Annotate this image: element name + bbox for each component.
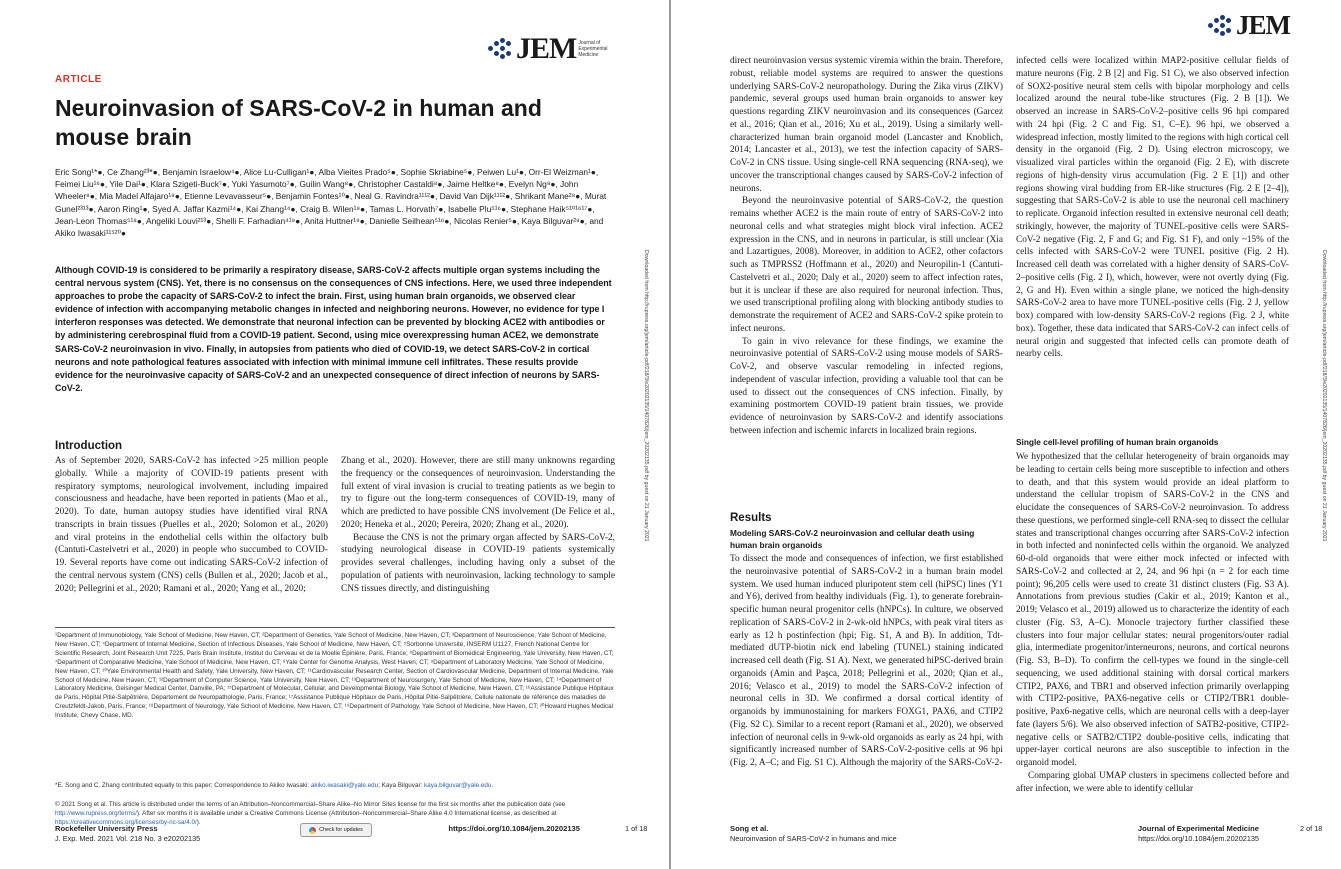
download-watermark: Downloaded from http://rupress.org/jem/article-pdf/218/3/e20202135/1407826/jem_20202135.pdf by guest on 21 January 2021 — [643, 250, 649, 542]
jem-logo-text: JEM — [516, 32, 577, 65]
check-for-updates-button[interactable]: Check for updates — [300, 823, 372, 837]
affiliations: ¹Department of Immunobiology, Yale School of Medicine, New Haven, CT; ²Department of Genetics, Yale School of Medicine, New Haven, CT; ³Department of Neuroscience, Yale School of Medicine, New Haven, CT; ⁴Department of Internal Medicine, Section of Infectious Diseases, Yale School of Medicine, New Haven, CT; ⁵Sorbonne Université, INSERM U1127, French National Centre for Scientific Research, Joint Research Unit 7225, Paris Brain Institute, Institut du Cerveau et de la Moelle Épinière, Paris, France; ⁶Department of Biomedical Engineering, Yale University, New Haven, CT; ⁷Department of Comparative Medicine, Yale School of Medicine, New Haven, CT; ⁸Yale Center for Genome Analysis, West Haven, CT; ⁹Department of Laboratory Medicine, Yale School of Medicine, New Haven, CT; ¹⁰Yale Environmental Health and Safety, Yale University, New Haven, CT; ¹¹Cardiovascular Research Center, Section of Cardiovascular Medicine, Department of Internal Medicine, Yale School of Medicine, New Haven, CT; ¹²Department of Computer Science, Yale University, New Haven, CT; ¹³Department of Neurosurgery, Yale School of Medicine, New Haven, CT; ¹⁴Department of Laboratory Medicine, Geisinger Medical Center, Danville, PA; ¹⁵Department of Molecular, Cellular, and Developmental Biology, Yale School of Medicine, New Haven, CT; ¹⁶Assistance Publique Hôpitaux de Paris, Hôpital Pitié-Salpêtrière, Département de Neuropathologie, Paris, France; ¹⁷Assistance Publique Hôpitaux de Paris, Hôpital Pitié-Salpêtrière, Cellule nationale de référence des maladies de Creutzfeldt-Jakob, Paris, France; ¹⁸Department of Neurology, Yale School of Medicine, New Haven, CT; ¹⁹Department of Pathology, Yale School of Medicine, New Haven, CT; ²⁰Howard Hughes Medical Institute, Chevy Chase, MD. — [55, 632, 614, 720]
intro-column-2 — [341, 455, 615, 595]
footer-doi[interactable]: https://doi.org/10.1084/jem.20202135 — [448, 824, 580, 833]
jem-logo-subtitle: Journal of Experimental Medicine — [578, 40, 608, 58]
footer-journal: Journal of Experimental Medicine — [1137, 824, 1259, 833]
email-link-iwasaki[interactable]: akiko.iwasaki@yale.edu — [310, 782, 379, 789]
page-number: 2 of 18 — [1300, 824, 1323, 833]
footer-authors-block — [730, 824, 897, 844]
jem-logo-header — [1206, 12, 1290, 39]
abstract: Although COVID-19 is considered to be primarily a respiratory disease, SARS-CoV-2 affects multiple organ systems including the central nervous system (CNS). Yet, there is no consensus on the consequences of CNS infections. Here, we used three independent approaches to probe the capacity of SARS-CoV-2 to infect the brain. First, using human brain organoids, we observed clear evidence of infection with accompanying metabolic changes in infected and neighboring neurons. However, no evidence for type I interferon responses was detected. We demonstrate that neuronal infection can be prevented by blocking ACE2 with antibodies or by administering cerebrospinal fluid from a COVID-19 patient. Second, using mice overexpressing human ACE2, we demonstrate SARS-CoV-2 neuroinvasion in vivo. Finally, in autopsies from patients who died of COVID-19, we detect SARS-CoV-2 in cortical neurons and note pathological features associated with infection with minimal immune cell infiltrates. These results provide evidence for the neuroinvasive capacity of SARS-CoV-2 and an unexpected consequence of direct infection of neurons by SARS-CoV-2. — [55, 265, 612, 393]
single-cell-paragraph-2: Comparing global UMAP clusters in specimens collected before and after infection, we were able to identify cellular — [1016, 770, 1289, 794]
results-heading: Results — [730, 512, 772, 524]
page2-column-2-single-cell — [1016, 451, 1289, 795]
page-number: 1 of 18 — [625, 824, 648, 833]
creative-commons-link[interactable]: https://creativecommons.org/licenses/by-nc-sa/4.0/ — [55, 818, 197, 826]
jem-logo — [486, 34, 608, 64]
page2-column-2 — [1016, 55, 1289, 361]
page2-paragraph-3: To gain in vivo relevance for these findings, we examine the neuroinvasive potential of SARS-CoV-2 using mouse models of SARS-CoV-2, and observe vascular remodeling in infected regions, independent of vascular infection, providing a valuable tool that can be used to dissect out the consequences of CNS infection. Finally, by examining postmortem COVID-19 patient brain tissues, we provide evidence of neuroinvasion by SARS-CoV-2 and identify associations between infection and ischemic infarcts in localized brain regions. — [730, 336, 1003, 436]
page-2 — [671, 0, 1341, 869]
introduction-heading: Introduction — [55, 440, 123, 452]
footer-short-title: Neuroinvasion of SARS-CoV-2 in humans and mice — [730, 834, 897, 843]
intro-paragraph-3: Because the CNS is not the primary organ affected by SARS-CoV-2, studying neurological disease in COVID-19 patients systemically provides several challenges, including having only a subset of the population of patients with neuroinvasion, lacking technology to sample CNS tissues directly, and distinguishing — [341, 532, 615, 594]
results-paragraph-1: To dissect the mode and consequences of infection, we first established the neuroinvasive potential of SARS-CoV-2 in a human brain model system. We used human induced pluripotent stem cell (hiPSC) lines (Y1 and Y6), derived from healthy individuals (Fig. 1), to generate forebrain-specific human neural progenitor cells (hNPCs). In culture, we observed replication of SARS-CoV-2 in 2-wk-old hNPCs, with peak viral titers as early as 12 h postinfection (hpi; Fig. S1, A and B). In addition, Tdt-mediated dUTP-biotin nick end labeling (TUNEL) staining indicated increased cell death (Fig. S1 A). Next, we generated hiPSC-derived brain organoids (Amin and Paşca, 2018; Pellegrini et al., 2020; Qian et al., 2016; Velasco et al., 2019) to model the SARS-CoV-2 infection of neuronal cells in 3D. We confirmed a dorsal cortical identity of organoids by immunostaining for markers FOXG1, PAX6, and CTIP2 (Fig. S2 C). Similar to a recent report (Ramani et al., 2020), we observed infection of neuronal cells in 9-wk-old organoids as early as 24 hpi, with significantly increased number of SARS-CoV-2-positive cells at 96 hpi (Fig. 2, A–C; and Fig. S1 C). Although the majority of the SARS-CoV-2- — [730, 554, 1003, 768]
footer-journal-block — [1091, 824, 1259, 844]
rupress-terms-link[interactable]: http://www.rupress.org/terms/ — [55, 809, 137, 817]
single-cell-paragraph-1: We hypothesized that the cellular heterogeneity of brain organoids may be leading to certain cells being more susceptible to infection and others to death, and that this system would provide an ideal platform to understand the cellular tropism of SARS-CoV-2 in the CNS and elucidate the consequences of SARS-CoV-2 neuroinvasion. To address these questions, we performed single-cell RNA-seq to dissect the cellular states and transcriptional changes occurring after SARS-CoV-2 infection in both infected and noninfected cells within the organoid. We analyzed 60-d-old organoids that were either mock infected or infected with SARS-CoV-2 and collected at 2, 24, and 96 hpi (n = 2 for each time point); 96,205 cells were used to create 31 distinct clusters (Fig. S3 A). Annotations from previous studies (Cakir et al., 2019; Kanton et al., 2019; Velasco et al., 2019) allowed us to characterize the identity of each cluster (Fig. S3, A–C). Monocle trajectory further classified these clusters into four major cellular states: neural progenitors/outer radial glia, intermediate progenitor/interneurons, neurons, and cortical neurons (Fig. S3, B–D). To confirm the cell-types we found in the single-cell sequencing, we used additional staining with dorsal cortical markers CTIP2, PAX6, and TBR1 and observed infection primarily overlapping with CTIP2-positive, PAX6-negative cells or CTIP2/TBR1 double-positive, Pax6-negative cells, which are neuronal cells with a deep-layer fate (layers 5/6). We also observed infection of SATB2-positive, CTIP2-negative cells or SATB2/CTIP2 double-positive cells, indicating that upper-layer cortical neurons are also susceptible to infection in the organoid model. — [1016, 452, 1289, 768]
author-list[interactable]: Eric Song¹*●, Ce Zhang²³*●, Benjamin Israelow⁴●, Alice Lu-Culligan¹●, Alba Vieites Prado⁵●, Sophie Skriabine⁵●, Peiwen Lu¹●, Orr-El Weizman¹●, Feimei Liu¹⁶●, Yile Dai¹●, Klara Szigeti-Buck⁷●, Yuki Yasumoto⁷●, Guilin Wang⁸●, Christopher Castaldi⁸●, Jaime Heltke⁸●, Evelyn Ng⁸●, John Wheeler⁸●, Mia Madel Alfajaro¹⁹●, Etienne Levavasseur⁵●, Benjamin Fontes¹⁰●, Neal G. Ravindra¹¹¹²●, David Van Dijk¹¹¹²●, Shrikant Mane²⁸●, Murat Gunel²³¹³●, Aaron Ring¹●, Syed A. Jaffar Kazmi¹⁴●, Kai Zhang¹⁴●, Craig B. Wilen¹⁹●, Tamas L. Horvath⁷●, Isabelle Plu⁵¹⁶●, Stephane Haik⁵¹⁰¹⁶¹⁷●, Jean-Leon Thomas⁵¹⁸●, Angeliki Louvi²¹³●, Shelli F. Farhadian⁴¹⁹●, Anita Huttner¹⁹●, Danielle Seilhean⁵¹⁶●, Nicolas Renier⁵●, Kaya Bilguvar²⁸●, and Akiko Iwasaki¹¹⁵²⁰● — [55, 167, 607, 239]
intro-paragraph-2: Zhang et al., 2020). However, there are still many unknowns regarding the frequency or the consequences of neuroinvasion. Understanding the full extent of viral invasion is crucial to treating patients as we begin to try to figure out the long-term consequences of COVID-19, many of which are predicted to have possible CNS involvement (De Felice et al., 2020; Heneka et al., 2020; Pereira, 2020; Zhang et al., 2020). — [341, 456, 615, 530]
download-watermark: Downloaded from http://rupress.org/jem/article-pdf/218/3/e20202135/1407826/jem_20202135.pdf by guest on 21 January 2021 — [1321, 250, 1327, 542]
single-cell-subheading: Single cell-level profiling of human brain organoids — [1016, 437, 1219, 447]
license-note: © 2021 Song et al. This article is distributed under the terms of an Attribution–Noncommercial–Share Alike–No Mirror Sites license for the first six months after the publication date (see http://www.rupress.org/terms/). After six months it is available under a Creative Commons License (Attribution–Noncommercial–Share Alike 4.0 International license, as described at https://creativecommons.org/licenses/by-nc-sa/4.0/). — [55, 801, 566, 826]
footer-doi-link[interactable]: https://doi.org/10.1084/jem.20202135 — [1138, 834, 1259, 843]
footer-publisher: Rockefeller University Press — [55, 824, 158, 833]
jem-logo-text: JEM — [1236, 10, 1290, 40]
page2-column-1 — [730, 55, 1003, 438]
article-type-label: ARTICLE — [55, 74, 102, 85]
email-link-bilguvar[interactable]: kaya.bilguvar@yale.edu — [424, 782, 492, 789]
intro-paragraph-1: As of September 2020, SARS-CoV-2 has infected >25 million people globally. While a majority of COVID-19 patients present with respiratory symptoms, neurological involvement, including impaired consciousness and headache, have been reported in patients (Mao et al., 2020). To date, human autopsy studies have identified viral RNA transcripts in brain tissues (Puelles et al., 2020; Solomon et al., 2020) and viral proteins in the endothelial cells within the olfactory bulb (Cantuti-Castelvetri et al., 2020) in people who succumbed to COVID-19. Several reports have come out indicating SARS-CoV-2 infection of the central nervous system (CNS) cells (Bullen et al., 2020; Jacob et al., 2020; Pellegrini et al., 2020; Ramani et al., 2020; Yang et al., 2020; — [55, 456, 328, 594]
correspondence-note: *E. Song and C. Zhang contributed equally to this paper; Correspondence to Akiko Iwasaki: akiko.iwasaki@yale.edu; Kaya Bilguvar: kaya.bilguvar@yale.edu. — [55, 782, 494, 789]
crossmark-icon — [309, 827, 316, 834]
footer-authors: Song et al. — [730, 824, 769, 833]
jem-logo-mark-icon — [486, 38, 516, 60]
page2-paragraph-1: direct neuroinvasion versus systemic viremia within the brain. Therefore, robust, reliable model systems are required to answer the questions underlying SARS-CoV-2 neuropathology. During the Zika virus (ZIKV) pandemic, several groups used human brain organoids to answer key questions regarding ZIKV neuroinvasion and its consequences (Garcez et al., 2016; Qian et al., 2016; Xu et al., 2019). Using a similarly well-characterized human brain organoid model (Lancaster and Knoblich, 2014; Lancaster et al., 2013), we test the infection capacity of SARS-CoV-2 in CNS tissue. Using single-cell RNA sequencing (RNA-seq), we uncover the transcriptional changes caused by SARS-CoV-2 infection of neurons. — [730, 56, 1003, 194]
article-title: Neuroinvasion of SARS-CoV-2 in human and mouse brain — [55, 95, 542, 150]
footer-publisher-block — [55, 824, 200, 844]
jem-logo-mark-icon — [1206, 15, 1236, 37]
page2-column-1-results — [730, 553, 1003, 770]
results-subheading: Modeling SARS-CoV-2 neuroinvasion and cellular death using human brain organoids — [730, 528, 975, 550]
results-paragraph-2: infected cells were localized within MAP2-positive cellular fields of mature neurons (Fig. 2 B [2] and Fig. S1 C), we also observed infection of SOX2-positive neural stem cells with bipolar morphology and cells localized around the neural tube-like structures (Fig. 2 B [1]). We observed an increase in SARS-CoV-2–positive cells 96 hpi compared with 24 hpi (Fig. 2 C and Fig. S1, C–E). 96 hpi, we observed a widespread infection, mostly limited to the regions with high cortical cell density in the organoid (Fig. 2 D). Using electron microscopy, we visualized viral particles within the organoid (Fig. 2 E), with discrete regions of high-density virus accumulation (Fig. 2 E [1]) and other regions showing viral budding from ER-like structures (Fig. 2 E [2–4]), suggesting that SARS-CoV-2 is able to use the neuronal cell machinery to replicate. Organoid infection resulted in extensive neuronal cell death; strikingly, however, the majority of TUNEL-positive cells were SARS-CoV-2 negative (Fig. 2, F and G; and Fig. S1 F), and only ~15% of the cells infected with SARS-CoV-2 were TUNEL positive (Fig. 2 H). Increased cell death was correlated with a higher density of SARS-CoV-2–positive cells (Fig. 2 I), which, however, were not overtly dying (Fig. 2, G and H). Even within a single plane, we noticed the high-density SARS-CoV-2 area to have more TUNEL-positive cells (Fig. 2 J, yellow box) compared with low-density SARS-CoV-2 regions (Fig. 2 J, white box). Together, these data indicated that SARS-CoV-2 can infect cells of neural origin and suggested that infected cells can promote death of nearby cells. — [1016, 56, 1289, 360]
page2-paragraph-2: Beyond the neuroinvasive potential of SARS-CoV-2, the question remains whether ACE2 is the main route of entry of SARS-CoV-2 into neuronal cells and what strategies might block viral infection. ACE2 expression in the CNS, and in neurons in particular, is still unclear (Xia and Lazartigues, 2008). Moreover, in addition to ACE2, other cofactors such as TMPRSS2 (Hoffmann et al., 2020) and Neuropilin-1 (Cantuti-Castelvetri et al., 2020; Daly et al., 2020) seem to affect infection rates, but it is unclear if these are also required for neuronal infection. Thus, we used transcriptional profiling along with blocking antibody studies to demonstrate the requirement of ACE2 and SARS-CoV-2 spike protein to infect neurons. — [730, 196, 1003, 334]
footer-citation: J. Exp. Med. 2021 Vol. 218 No. 3 e20202135 — [55, 834, 201, 843]
page-1 — [0, 0, 669, 869]
footnote-divider — [55, 627, 615, 628]
intro-column-1 — [55, 455, 328, 595]
